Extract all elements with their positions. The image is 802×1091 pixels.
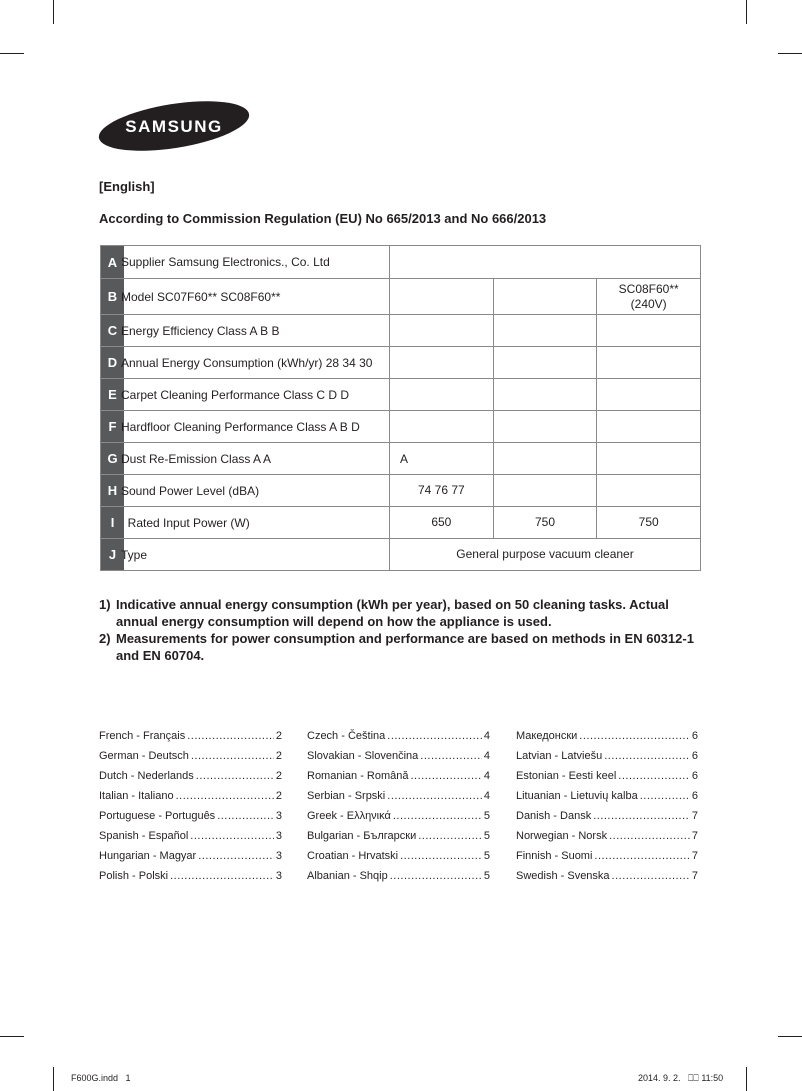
footnote-number: 1) bbox=[99, 597, 111, 612]
row-label: Supplier Samsung Electronics., Co. Ltd bbox=[121, 255, 330, 269]
samsung-logo bbox=[97, 100, 251, 152]
crop-mark bbox=[778, 53, 802, 54]
table-row bbox=[101, 506, 700, 538]
table-cell: 650 bbox=[389, 507, 493, 538]
table-cell: General purpose vacuum cleaner bbox=[389, 539, 700, 570]
row-label: Hardfloor Cleaning Performance Class A B D bbox=[121, 419, 360, 434]
table-cell bbox=[389, 347, 493, 378]
table-cell bbox=[389, 411, 493, 442]
crop-mark bbox=[746, 1067, 747, 1091]
list-item: Polish - Polski ..... 3 bbox=[99, 866, 282, 886]
row-letter: H bbox=[101, 475, 124, 506]
table-row bbox=[101, 410, 700, 442]
footnote-text: Measurements for power consumption and performance are based on methods in EN 60312-1 and EN 60704. bbox=[116, 631, 694, 663]
table-cell bbox=[493, 475, 597, 506]
table-cell bbox=[493, 279, 597, 314]
dust-class-extra: A bbox=[400, 451, 409, 466]
footnotes bbox=[99, 596, 699, 664]
list-item: Serbian - Srpski ..... 4 bbox=[307, 786, 490, 806]
footnote-text: Indicative annual energy consumption (kWh per year), based on 50 cleaning tasks. Actual annual energy consumption will depend on how the appliance is used. bbox=[116, 597, 669, 629]
table-row bbox=[101, 474, 700, 506]
table-cell bbox=[389, 379, 493, 410]
language-index-column bbox=[307, 726, 490, 886]
row-letter: A bbox=[101, 246, 124, 278]
logo-text: SAMSUNG bbox=[125, 117, 223, 136]
table-cell bbox=[389, 279, 493, 314]
list-item: Norwegian - Norsk ..... 7 bbox=[516, 826, 698, 846]
crop-mark bbox=[778, 1036, 802, 1037]
list-item: Croatian - Hrvatski ..... 5 bbox=[307, 846, 490, 866]
table-cell bbox=[493, 379, 597, 410]
crop-mark bbox=[0, 1036, 24, 1037]
footnote-number: 2) bbox=[99, 631, 111, 646]
row-label: Carpet Cleaning Performance Class C D D bbox=[121, 387, 350, 402]
row-label: Sound Power Level (dBA) bbox=[121, 483, 260, 498]
row-letter: C bbox=[101, 315, 124, 346]
row-label: Model SC07F60** SC08F60** bbox=[121, 289, 281, 304]
language-heading: [English] bbox=[99, 179, 155, 194]
list-item: Lituanian - Lietuvių kalba ..... 6 bbox=[516, 786, 698, 806]
crop-mark bbox=[746, 0, 747, 24]
row-label: Annual Energy Consumption (kWh/yr) 28 34 30 bbox=[121, 355, 373, 370]
row-letter: I bbox=[101, 507, 124, 538]
list-item: Македонски ..... 6 bbox=[516, 726, 698, 746]
table-cell bbox=[493, 347, 597, 378]
table-cell bbox=[493, 443, 597, 474]
product-fiche-table bbox=[100, 245, 701, 571]
list-item: Danish - Dansk ..... 7 bbox=[516, 806, 698, 826]
table-cell bbox=[493, 315, 597, 346]
crop-mark bbox=[53, 1067, 54, 1091]
table-cell bbox=[389, 315, 493, 346]
footnote bbox=[99, 630, 699, 664]
table-cell: 74 76 77 bbox=[389, 475, 493, 506]
row-label: Dust Re-Emission Class A A A bbox=[121, 451, 409, 466]
footnote bbox=[99, 596, 699, 630]
list-item: Slovakian - Slovenčina ..... 4 bbox=[307, 746, 490, 766]
row-letter: J bbox=[101, 539, 124, 570]
list-item: Italian - Italiano ..... 2 bbox=[99, 786, 282, 806]
table-cell bbox=[596, 475, 700, 506]
list-item: Czech - Čeština ..... 4 bbox=[307, 726, 490, 746]
table-cell bbox=[596, 347, 700, 378]
table-row bbox=[101, 378, 700, 410]
list-item: Swedish - Svenska ..... 7 bbox=[516, 866, 698, 886]
regulation-title: According to Commission Regulation (EU) No 665/2013 and No 666/2013 bbox=[99, 211, 547, 226]
table-row bbox=[101, 314, 700, 346]
table-row bbox=[101, 538, 700, 570]
table-cell: SC08F60** (240V) bbox=[596, 279, 700, 314]
table-cell bbox=[596, 443, 700, 474]
list-item: Hungarian - Magyar ..... 3 bbox=[99, 846, 282, 866]
table-cell bbox=[596, 411, 700, 442]
row-letter: B bbox=[101, 279, 124, 314]
list-item: Dutch - Nederlands ..... 2 bbox=[99, 766, 282, 786]
footer-timestamp: 2014. 9. 2. ⎕⎕ 11:50 bbox=[638, 1073, 724, 1083]
table-cell bbox=[596, 315, 700, 346]
row-label: Type bbox=[121, 547, 148, 562]
list-item: Bulgarian - Български ..... 5 bbox=[307, 826, 490, 846]
list-item: Latvian - Latviešu ..... 6 bbox=[516, 746, 698, 766]
list-item: French - Français ..... 2 bbox=[99, 726, 282, 746]
table-row bbox=[101, 346, 700, 378]
table-cell bbox=[389, 246, 700, 278]
row-label: Rated Input Power (W) bbox=[121, 515, 250, 530]
language-index-column bbox=[99, 726, 282, 886]
row-letter: G bbox=[101, 443, 124, 474]
table-cell: 750 bbox=[596, 507, 700, 538]
table-row bbox=[101, 278, 700, 314]
list-item: Romanian - Română ..... 4 bbox=[307, 766, 490, 786]
footer-filename: F600G.indd 1 bbox=[71, 1073, 131, 1083]
table-cell bbox=[596, 379, 700, 410]
crop-mark bbox=[0, 53, 24, 54]
table-cell: 750 bbox=[493, 507, 597, 538]
row-label: Energy Efficiency Class A B B bbox=[121, 323, 280, 338]
list-item: Finnish - Suomi ..... 7 bbox=[516, 846, 698, 866]
list-item: Estonian - Eesti keel ..... 6 bbox=[516, 766, 698, 786]
list-item: Greek - Ελληνικά ..... 5 bbox=[307, 806, 490, 826]
list-item: Portuguese - Português ..... 3 bbox=[99, 806, 282, 826]
row-letter: F bbox=[101, 411, 124, 442]
list-item: Spanish - Español ..... 3 bbox=[99, 826, 282, 846]
table-row bbox=[101, 246, 700, 278]
list-item: German - Deutsch ..... 2 bbox=[99, 746, 282, 766]
row-letter: D bbox=[101, 347, 124, 378]
language-index-column bbox=[516, 726, 698, 886]
list-item: Albanian - Shqip ..... 5 bbox=[307, 866, 490, 886]
row-letter: E bbox=[101, 379, 124, 410]
table-row bbox=[101, 442, 700, 474]
table-cell bbox=[493, 411, 597, 442]
crop-mark bbox=[53, 0, 54, 24]
